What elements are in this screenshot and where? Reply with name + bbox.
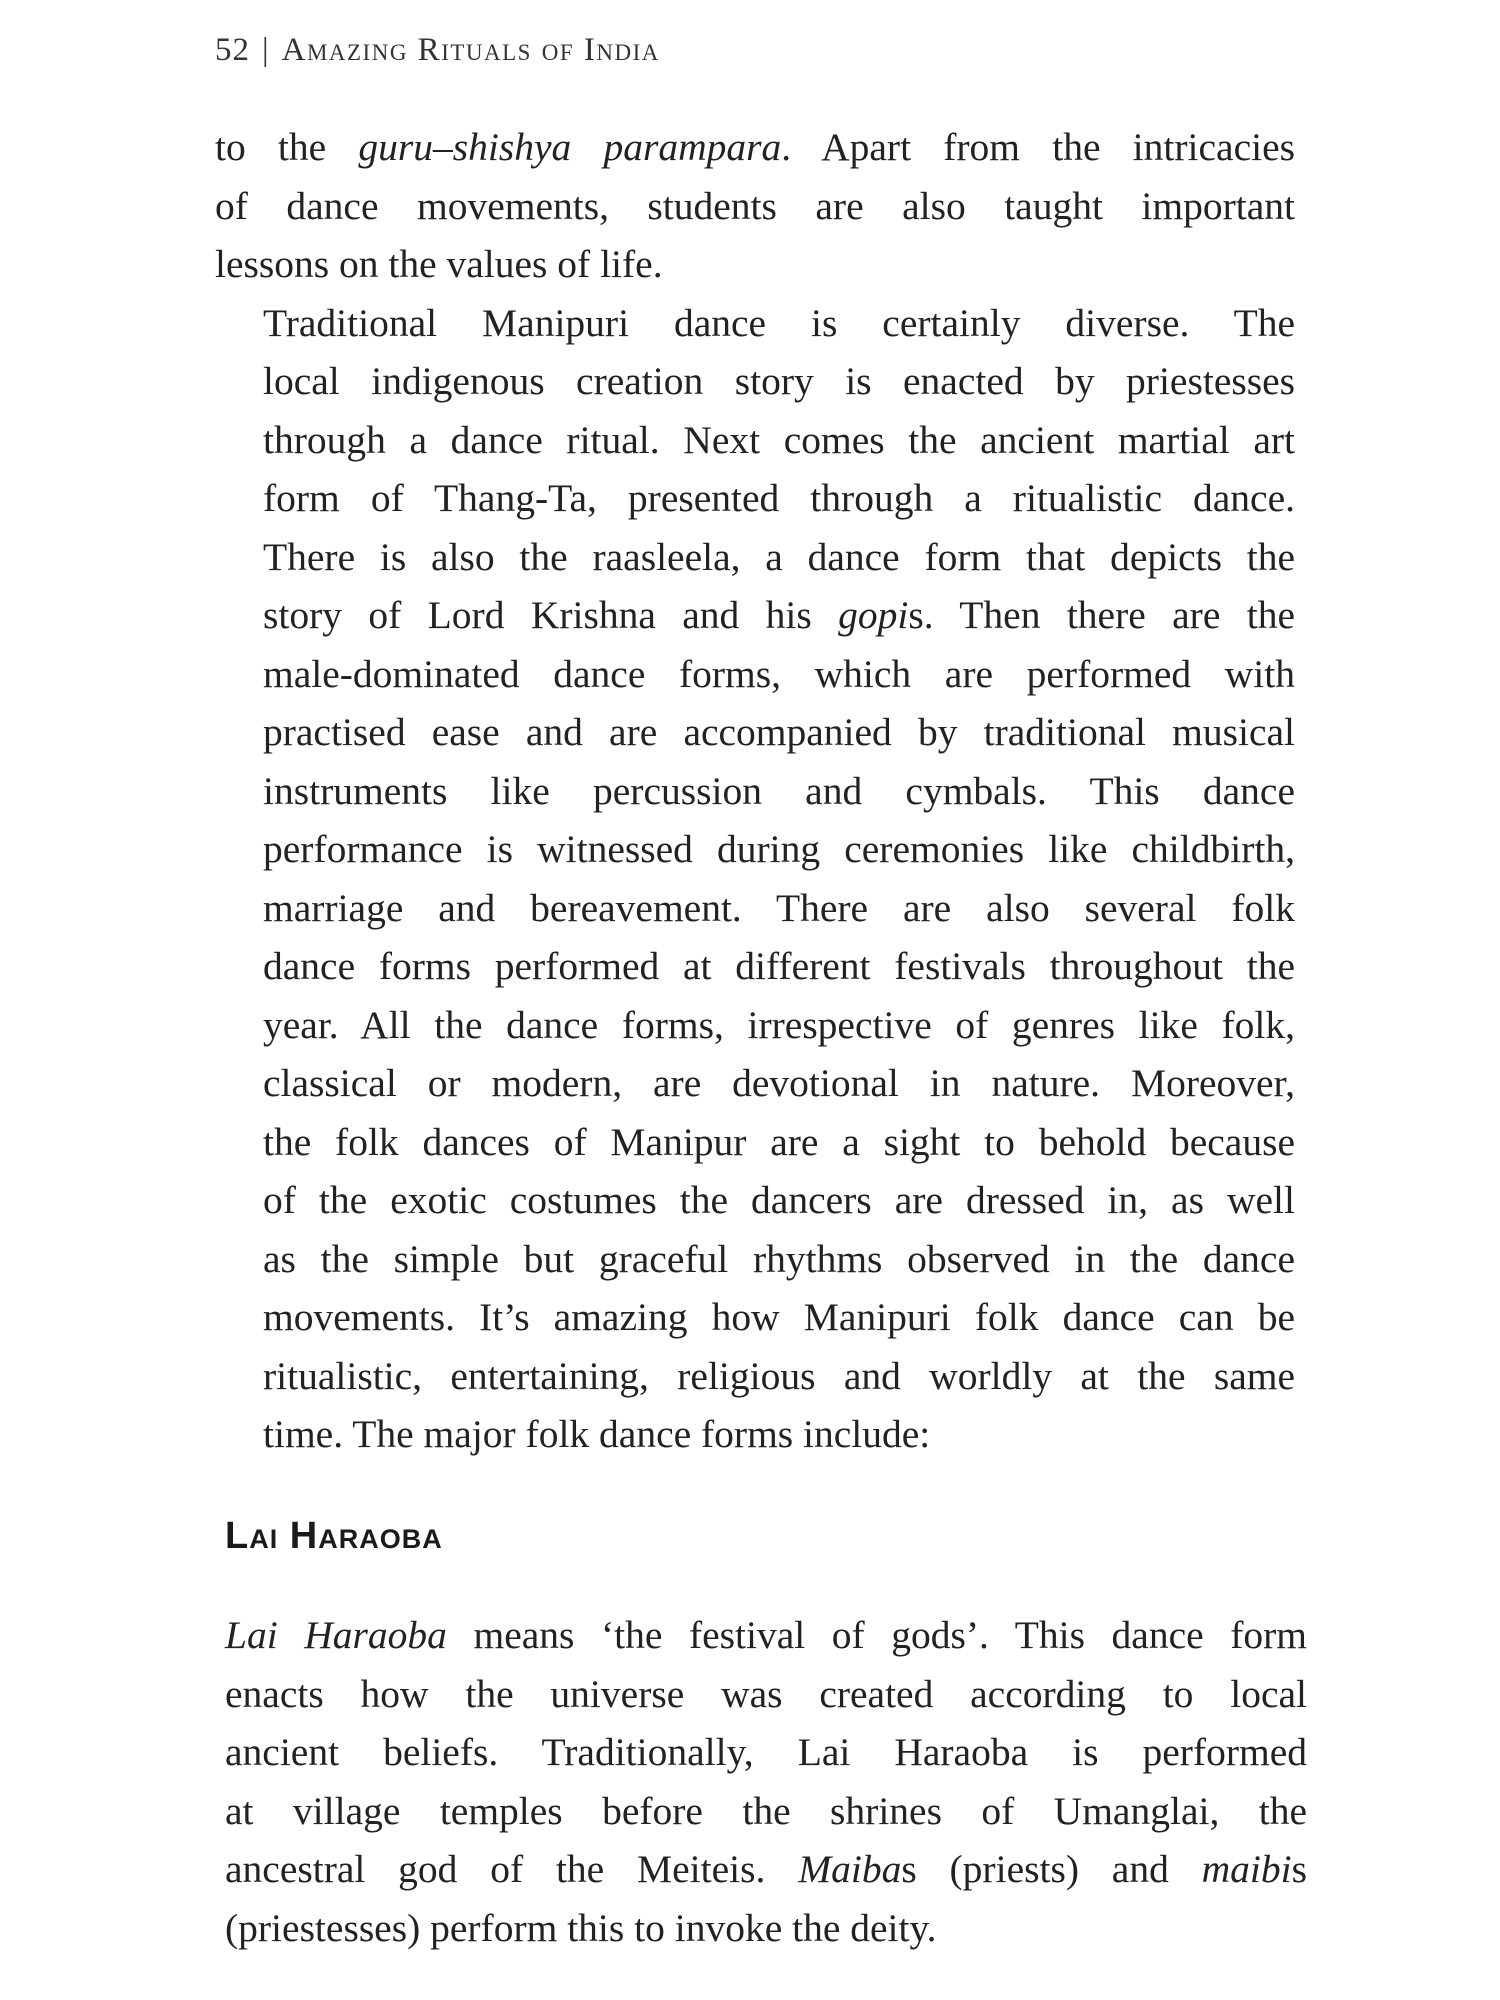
text-line: form of Thang-Ta, presented through a ritualistic dance.: [263, 476, 1295, 520]
text-line: at village temples before the shrines of Umanglai, the: [225, 1788, 1307, 1833]
text-line: dance forms performed at different festivals throughout the: [263, 944, 1295, 988]
text-line: practised ease and are accompanied by traditional musical: [263, 710, 1295, 754]
text-line: Lai Haraoba means ‘the festival of gods’. This dance form: [225, 1613, 1308, 1657]
text-line: (priestesses) perform this to invoke the deity.: [225, 1905, 937, 1950]
section-heading: Lai Haraoba: [225, 1515, 443, 1557]
book-title: Amazing Rituals of India: [281, 32, 660, 68]
text-line: local indigenous creation story is enacted by priestesses: [263, 359, 1295, 403]
paragraph-2: [215, 294, 1295, 1464]
text-line: instruments like percussion and cymbals. This dance: [263, 768, 1295, 813]
text-line: lessons on the values of life.: [215, 242, 663, 286]
text-line: ancestral god of the Meiteis. Maibas (priests) and maibis: [225, 1847, 1307, 1891]
text-line: the folk dances of Manipur are a sight to behold because: [263, 1119, 1295, 1164]
text-line: Traditional Manipuri dance is certainly diverse. The: [263, 300, 1295, 345]
text-line: time. The major folk dance forms include:: [263, 1412, 931, 1456]
text-line: male-dominated dance forms, which are performed with: [263, 651, 1295, 696]
running-head-separator: |: [262, 32, 270, 68]
text-line: classical or modern, are devotional in nature. Moreover,: [263, 1061, 1295, 1105]
page-number: 52: [215, 32, 250, 68]
paragraph-1: [215, 118, 1295, 294]
section-text: [225, 1606, 1307, 1957]
text-line: story of Lord Krishna and his gopis. Then there are the: [263, 593, 1295, 637]
text-line: through a dance ritual. Next comes the ancient martial art: [263, 417, 1295, 462]
running-head: [215, 32, 660, 69]
text-line: ancient beliefs. Traditionally, Lai Haraoba is performed: [225, 1730, 1307, 1774]
text-line: of dance movements, students are also taught important: [215, 183, 1295, 228]
text-line: to the guru–shishya parampara. Apart from the intricacies: [215, 125, 1295, 169]
text-line: There is also the raasleela, a dance form that depicts the: [263, 534, 1295, 579]
text-line: of the exotic costumes the dancers are dressed in, as well: [263, 1178, 1295, 1222]
text-line: as the simple but graceful rhythms observed in the dance: [263, 1236, 1295, 1281]
text-line: enacts how the universe was created according to local: [225, 1671, 1307, 1716]
body-text: [215, 118, 1295, 1464]
text-line: performance is witnessed during ceremonies like childbirth,: [263, 827, 1295, 871]
text-line: year. All the dance forms, irrespective of genres like folk,: [263, 1002, 1295, 1047]
text-line: movements. It’s amazing how Manipuri folk dance can be: [263, 1295, 1295, 1339]
section-paragraph: [225, 1606, 1307, 1957]
text-line: ritualistic, entertaining, religious and worldly at the same: [263, 1353, 1295, 1398]
text-line: marriage and bereavement. There are also several folk: [263, 885, 1295, 930]
